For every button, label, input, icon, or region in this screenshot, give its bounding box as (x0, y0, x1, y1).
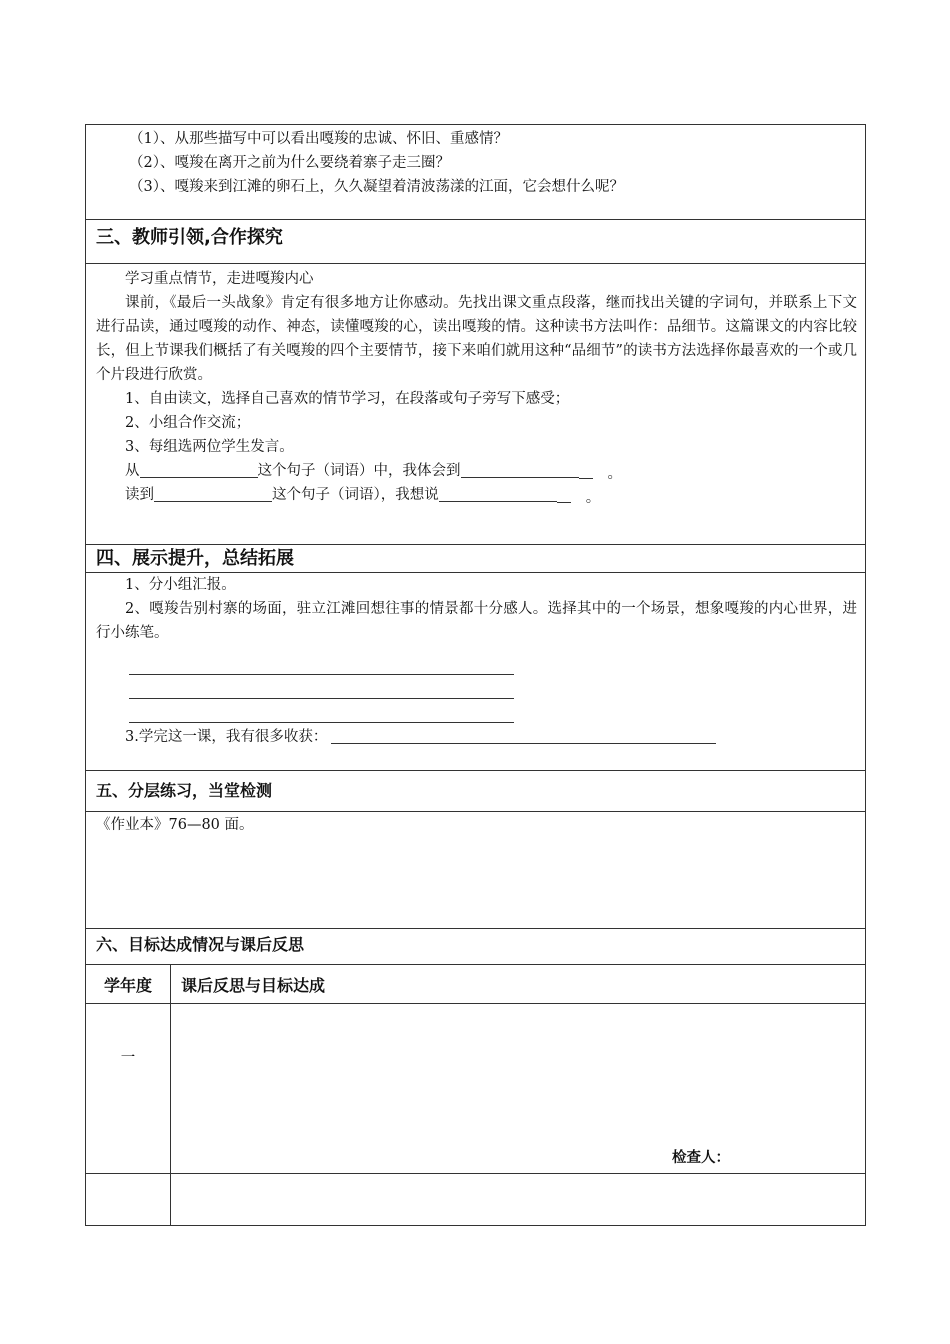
section-4-item-2: 2、嘎羧告别村寨的场面，驻立江滩回想往事的情景都十分感人。选择其中的一个场景，想象嘎羧的内心世界，进行小练笔。 (96, 601, 858, 641)
fill-sentence-1 (96, 459, 857, 483)
fill-2-end: 。 (557, 486, 571, 503)
section-3-intro: 学习重点情节，走进嘎羧内心 (125, 271, 314, 287)
fill-1-middle: 这个句子（词语）中，我体会到 (257, 463, 461, 479)
section-4-item-1: 1、分小组汇报。 (125, 577, 236, 593)
section-4-item-3-text: 3.学完这一课，我有很多收获： (125, 729, 328, 745)
checker-label: 检查人： (672, 1150, 731, 1166)
row-1-year-cell (86, 1004, 171, 1174)
writing-line-1[interactable] (129, 651, 514, 675)
section-4-body (86, 572, 865, 749)
fill-2-blank-a[interactable] (154, 485, 272, 502)
fill-1-prefix: 从 (125, 463, 140, 479)
section-3-heading: 三、教师引领,合作探究 (86, 220, 866, 264)
fill-sentence-2 (96, 483, 857, 507)
fill-1-blank-a[interactable] (140, 461, 258, 478)
questions-cell (86, 125, 866, 220)
harvest-blank[interactable] (331, 727, 716, 744)
row-2-reflection-cell[interactable] (171, 1174, 866, 1226)
writing-line-3[interactable] (129, 699, 514, 723)
section-3-step-3: 3、每组选两位学生发言。 (125, 439, 294, 455)
lesson-plan-page (85, 124, 865, 1226)
section-6-heading: 六、目标达成情况与课后反思 (86, 929, 866, 965)
section-3-step-2: 2、小组合作交流； (125, 415, 251, 431)
section-5-content: 《作业本》76—80 面。 (96, 817, 254, 833)
section-4-heading: 四、展示提升，总结拓展 (96, 548, 294, 569)
section-4-item-3 (96, 725, 857, 749)
section-3-paragraph: 课前，《最后一头战象》肯定有很多地方让你感动。先找出课文重点段落，继而找出关键的字词句，并联系上下文进行品读，通过嘎羧的动作、神态，读懂嘎羧的心，读出嘎羧的情。这种读书方法叫作：品细节。这篇课文的内容比较长，但上节课我们概括了有关嘎羧的四个主要情节，接下来咱们就用这种“品细节”的读书方法选择你最喜欢的一个或几个片段进行欣赏。 (96, 295, 858, 383)
section-3-step-1: 1、自由读文，选择自己喜欢的情节学习，在段落或句子旁写下感受； (125, 391, 570, 407)
fill-2-prefix: 读到 (125, 487, 154, 503)
section-4-cell (86, 545, 866, 771)
lesson-plan-table (85, 124, 866, 1226)
fill-1-end: 。 (579, 462, 593, 479)
row-1-year: 一 (120, 1050, 136, 1066)
section-5-content-cell (86, 812, 866, 929)
writing-line-2[interactable] (129, 675, 514, 699)
fill-1-blank-b[interactable] (461, 461, 579, 478)
row-1-reflection-cell[interactable] (171, 1004, 866, 1174)
question-3: （3）、嘎羧来到江滩的卵石上，久久凝望着清波荡漾的江面，它会想什么呢？ (129, 179, 624, 195)
row-2-year-cell[interactable] (86, 1174, 171, 1226)
question-1: （1）、从那些描写中可以看出嘎羧的忠诚、怀旧、重感情？ (129, 131, 508, 147)
section-3-content (86, 264, 866, 545)
column-header-year: 学年度 (86, 965, 171, 1004)
question-2: （2）、嘎羧在离开之前为什么要绕着寨子走三圈？ (129, 155, 450, 171)
column-header-reflection: 课后反思与目标达成 (171, 965, 866, 1004)
section-5-heading: 五、分层练习，当堂检测 (86, 771, 866, 812)
fill-2-blank-b[interactable] (439, 485, 557, 502)
fill-2-middle: 这个句子（词语），我想说 (272, 487, 439, 503)
